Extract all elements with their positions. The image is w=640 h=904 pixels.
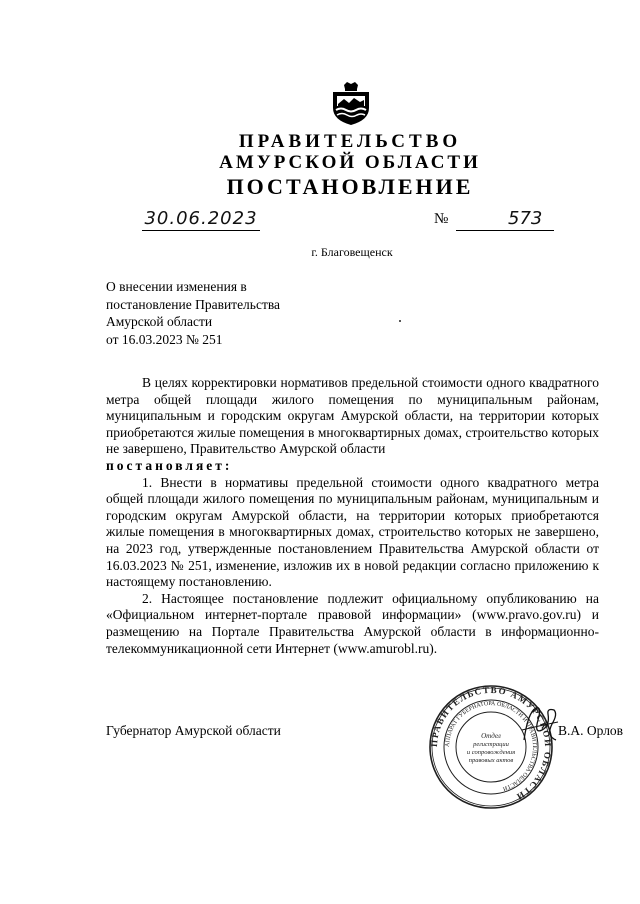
resolves-paragraph: [106, 458, 599, 475]
stamp-center-line: регистрации: [473, 741, 509, 748]
signatory-title: Губернатор Амурской области: [106, 723, 281, 738]
subject-line: О внесении изменения в: [106, 279, 247, 294]
document-body: [106, 375, 599, 657]
scan-speck: [399, 320, 401, 322]
coat-of-arms-icon: [330, 82, 372, 126]
document-type-title: ПОСТАНОВЛЕНИЕ: [226, 174, 474, 199]
stamp-center-line: и сопровождения: [466, 749, 516, 756]
subject-line: Амурской области: [106, 314, 213, 329]
subject-line: от 16.03.2023 № 251: [106, 331, 223, 347]
intro-paragraph: В целях корректировки нормативов предельной стоимости одного квадратного метра общей площади жилого помещения по муниципальным районам, муниципальным и городским округам Амурской области, на территории которых приобретаются жилые помещения в многоквартирных домах, строительство которых не завершено, Правительство Амурской области: [106, 375, 599, 457]
document-date: 30.06.2023: [142, 208, 260, 231]
document-number: 573: [456, 208, 554, 231]
handwritten-signature: [518, 700, 562, 748]
stamp-center-line: Отдел: [481, 732, 501, 740]
stamp-outer-text: ПРАВИТЕЛЬСТВО АМУРСКОЙ ОБЛАСТИ: [428, 684, 554, 803]
stamp-center-line: правовых актов: [468, 757, 514, 764]
stamp-inner-text: АППАРАТ ГУБЕРНАТОРА ОБЛАСТИ И ПРАВИТЕЛЬСТВА ОБЛАСТИ: [444, 700, 538, 792]
city-name: г. Благовещенск: [311, 245, 393, 259]
subject-line: постановление Правительства: [106, 296, 281, 312]
document-subject: [106, 278, 280, 348]
government-name-line1: ПРАВИТЕЛЬСТВО: [238, 131, 462, 152]
signatory-name: В.А. Орлов: [558, 723, 624, 738]
item-2-paragraph: 2. Настоящее постановление подлежит официальному опубликованию на «Официальном интернет-портале правовой информации» (www.pravo.gov.ru) и размещению на Портале Правительства Амурской области в информационно-телекоммуникационной сети Интернет (www.amurobl.ru).: [106, 590, 599, 656]
resolves-word: постановляет:: [106, 457, 233, 473]
number-sign: №: [434, 211, 449, 227]
government-name-line2: АМУРСКОЙ ОБЛАСТИ: [219, 152, 481, 173]
item-1-paragraph: 1. Внести в нормативы предельной стоимости одного квадратного метра общей площади жилого помещения по муниципальным районам, муниципальным и городским округам Амурской области, на территории которых приобретаются жилые помещения в многоквартирных домах, строительство которых не завершено, на 2023 год, утвержденные постановлением Правительства Амурской области от 16.03.2023 № 251, изменение, изложив их в новой редакции согласно приложению к настоящему постановлению.: [106, 474, 599, 590]
